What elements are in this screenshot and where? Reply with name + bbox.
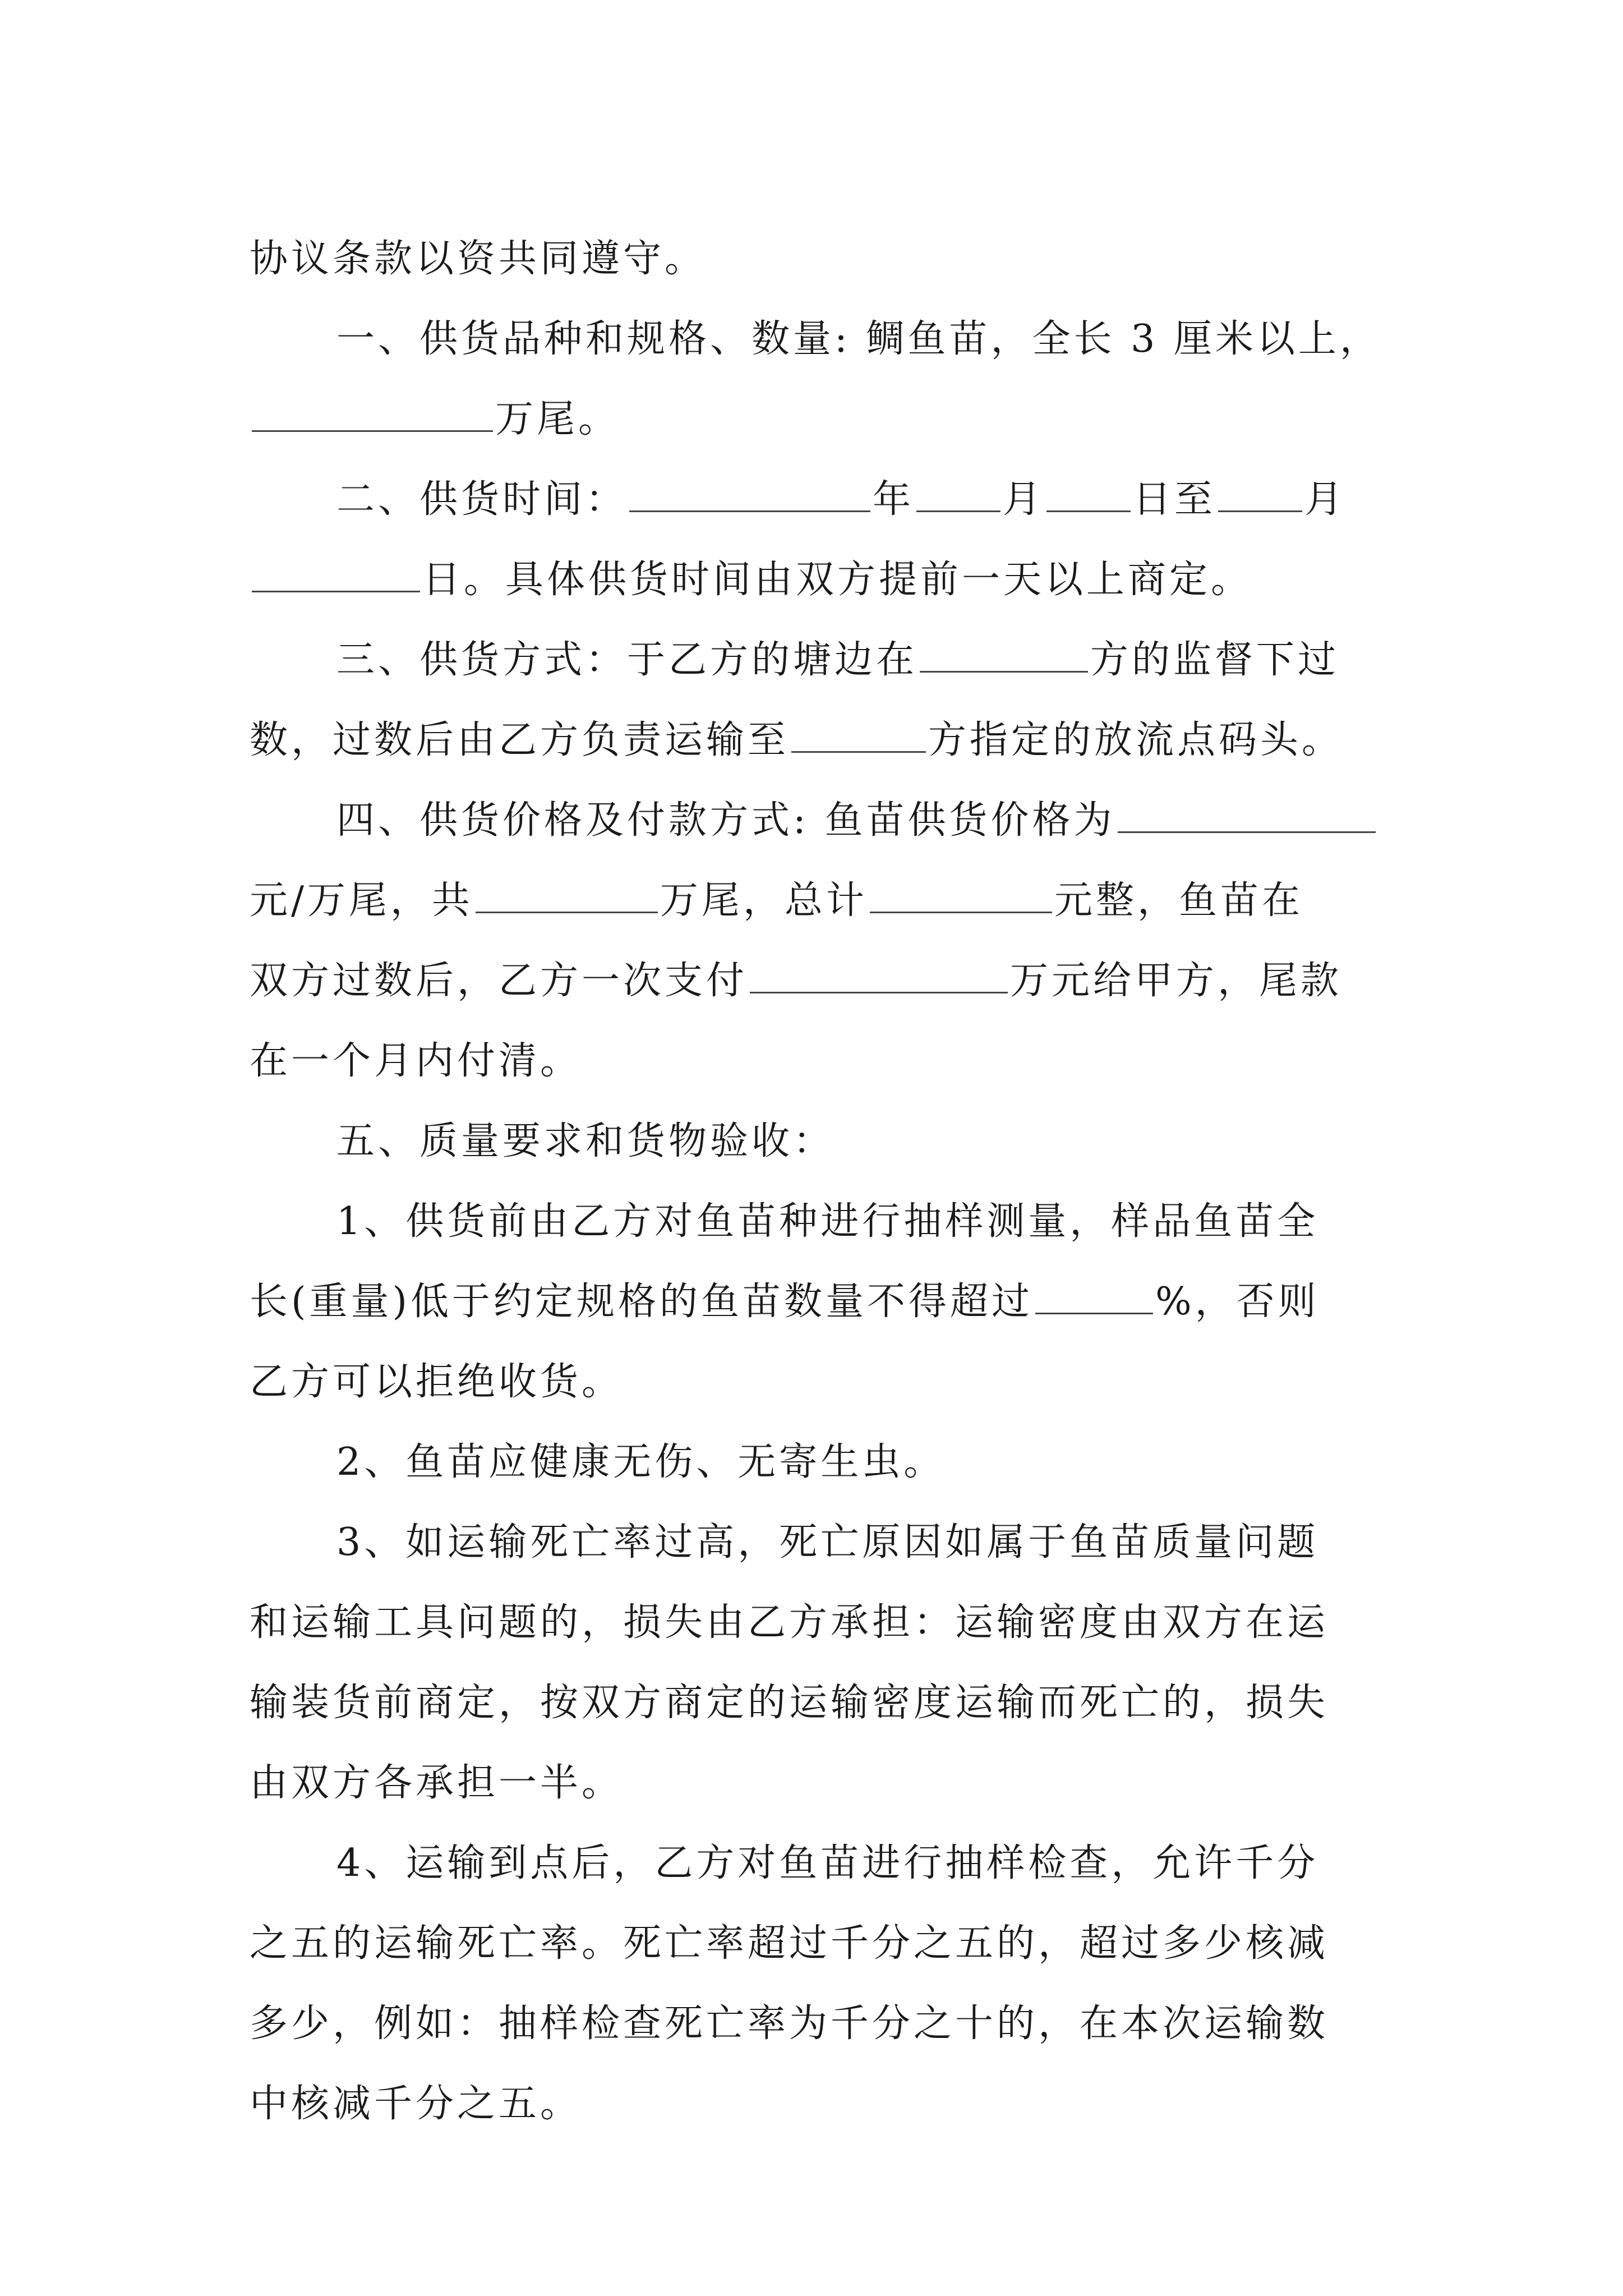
text: 长(重量)低于约定规格的鱼苗数量不得超过 [250, 1280, 1034, 1324]
text: %，否则 [1155, 1280, 1320, 1324]
text-line [250, 1903, 1433, 1984]
text: 4、运输到点后，乙方对鱼苗进行抽样检查，允许千分 [336, 1841, 1319, 1885]
text: 万元给甲方，尾款 [1010, 959, 1343, 1003]
text: 和运输工具问题的，损失由乙方承担：运输密度由双方在运 [250, 1600, 1329, 1645]
blank-field-day-end[interactable] [252, 558, 420, 592]
text: 协议条款以资共同遵守。 [250, 237, 707, 281]
text-line [250, 941, 1433, 1021]
text-line [250, 1743, 1433, 1823]
text: 五、质量要求和货物验收： [336, 1119, 835, 1163]
text-line [250, 1342, 1433, 1422]
text-line [250, 540, 1433, 620]
blank-field-total-quantity[interactable] [476, 879, 658, 913]
text: 月 [1304, 477, 1347, 522]
blank-field-total-amount[interactable] [870, 879, 1052, 913]
text: 2、鱼苗应健康无伤、无寄生虫。 [336, 1440, 946, 1484]
blank-field-designating-party[interactable] [791, 719, 926, 753]
text-line [250, 1582, 1433, 1663]
text: 月 [1003, 477, 1045, 522]
text: 二、供货时间： [336, 477, 628, 522]
text: 中核减千分之五。 [250, 2082, 582, 2126]
text: 输装货前商定，按双方商定的运输密度运输而死亡的，损失 [250, 1681, 1329, 1725]
blank-field-day-start[interactable] [1046, 478, 1131, 512]
text-line [250, 861, 1433, 941]
text: 3、如运输死亡率过高，死亡原因如属于鱼苗质量问题 [336, 1520, 1319, 1565]
text: 由双方各承担一半。 [250, 1761, 624, 1805]
text: 日至 [1133, 477, 1216, 522]
text: 方的监督下过 [1090, 638, 1340, 682]
blank-field-unit-price[interactable] [1118, 799, 1376, 833]
blank-field-percent[interactable] [1035, 1280, 1153, 1314]
text: 双方过数后，乙方一次支付 [250, 959, 748, 1003]
blank-field-month-end[interactable] [1218, 478, 1302, 512]
text-line [250, 1663, 1433, 1743]
text: 万尾，总计 [660, 878, 868, 923]
text: 元整，鱼苗在 [1054, 878, 1303, 923]
text-line [250, 379, 1433, 459]
text: 在一个月内付清。 [250, 1039, 582, 1083]
clause-5-item-3 [250, 1502, 1433, 1582]
text: 四、供货价格及付款方式: 鱼苗供货价格为 [336, 798, 1115, 843]
text: 三、供货方式：于乙方的塘边在 [336, 638, 918, 682]
clause-2-supply-time [250, 459, 1433, 540]
clause-5-item-2 [250, 1422, 1433, 1502]
text-line [250, 1021, 1433, 1101]
text: 方指定的放流点码头。 [928, 718, 1344, 762]
blank-field-payment-amount[interactable] [750, 959, 1008, 993]
text: 1、供货前由乙方对鱼苗种进行抽样测量，样品鱼苗全 [336, 1199, 1319, 1244]
blank-field-supervising-party[interactable] [920, 638, 1088, 673]
text: 一、供货品种和规格、数量: 鲷鱼苗，全长 3 厘米以上， [336, 317, 1382, 361]
clause-5-item-1 [250, 1181, 1433, 1262]
text: 年 [873, 477, 915, 522]
blank-field-month-start[interactable] [916, 478, 1000, 512]
blank-field-year[interactable] [629, 478, 870, 512]
clause-1-supply-variety [250, 299, 1433, 379]
text: 日。具体供货时间由双方提前一天以上商定。 [422, 558, 1253, 602]
clause-5-item-4 [250, 1823, 1433, 1903]
blank-field-quantity[interactable] [252, 398, 493, 432]
text: 多少，例如：抽样检查死亡率为千分之十的，在本次运输数 [250, 2001, 1329, 2046]
text: 之五的运输死亡率。死亡率超过千分之五的，超过多少核减 [250, 1921, 1329, 1966]
text-line [250, 2064, 1433, 2144]
text-line [250, 1262, 1433, 1342]
contract-body [250, 219, 1433, 2144]
text-line [250, 219, 1433, 299]
text: 元/万尾，共 [250, 878, 473, 923]
clause-3-supply-method [250, 620, 1433, 700]
text: 乙方可以拒绝收货。 [250, 1360, 624, 1404]
clause-4-price-payment [250, 780, 1433, 861]
text: 万尾。 [495, 397, 620, 441]
text: 数，过数后由乙方负责运输至 [250, 718, 790, 762]
text-line [250, 700, 1433, 780]
clause-5-heading [250, 1101, 1433, 1181]
text-line [250, 1984, 1433, 2064]
